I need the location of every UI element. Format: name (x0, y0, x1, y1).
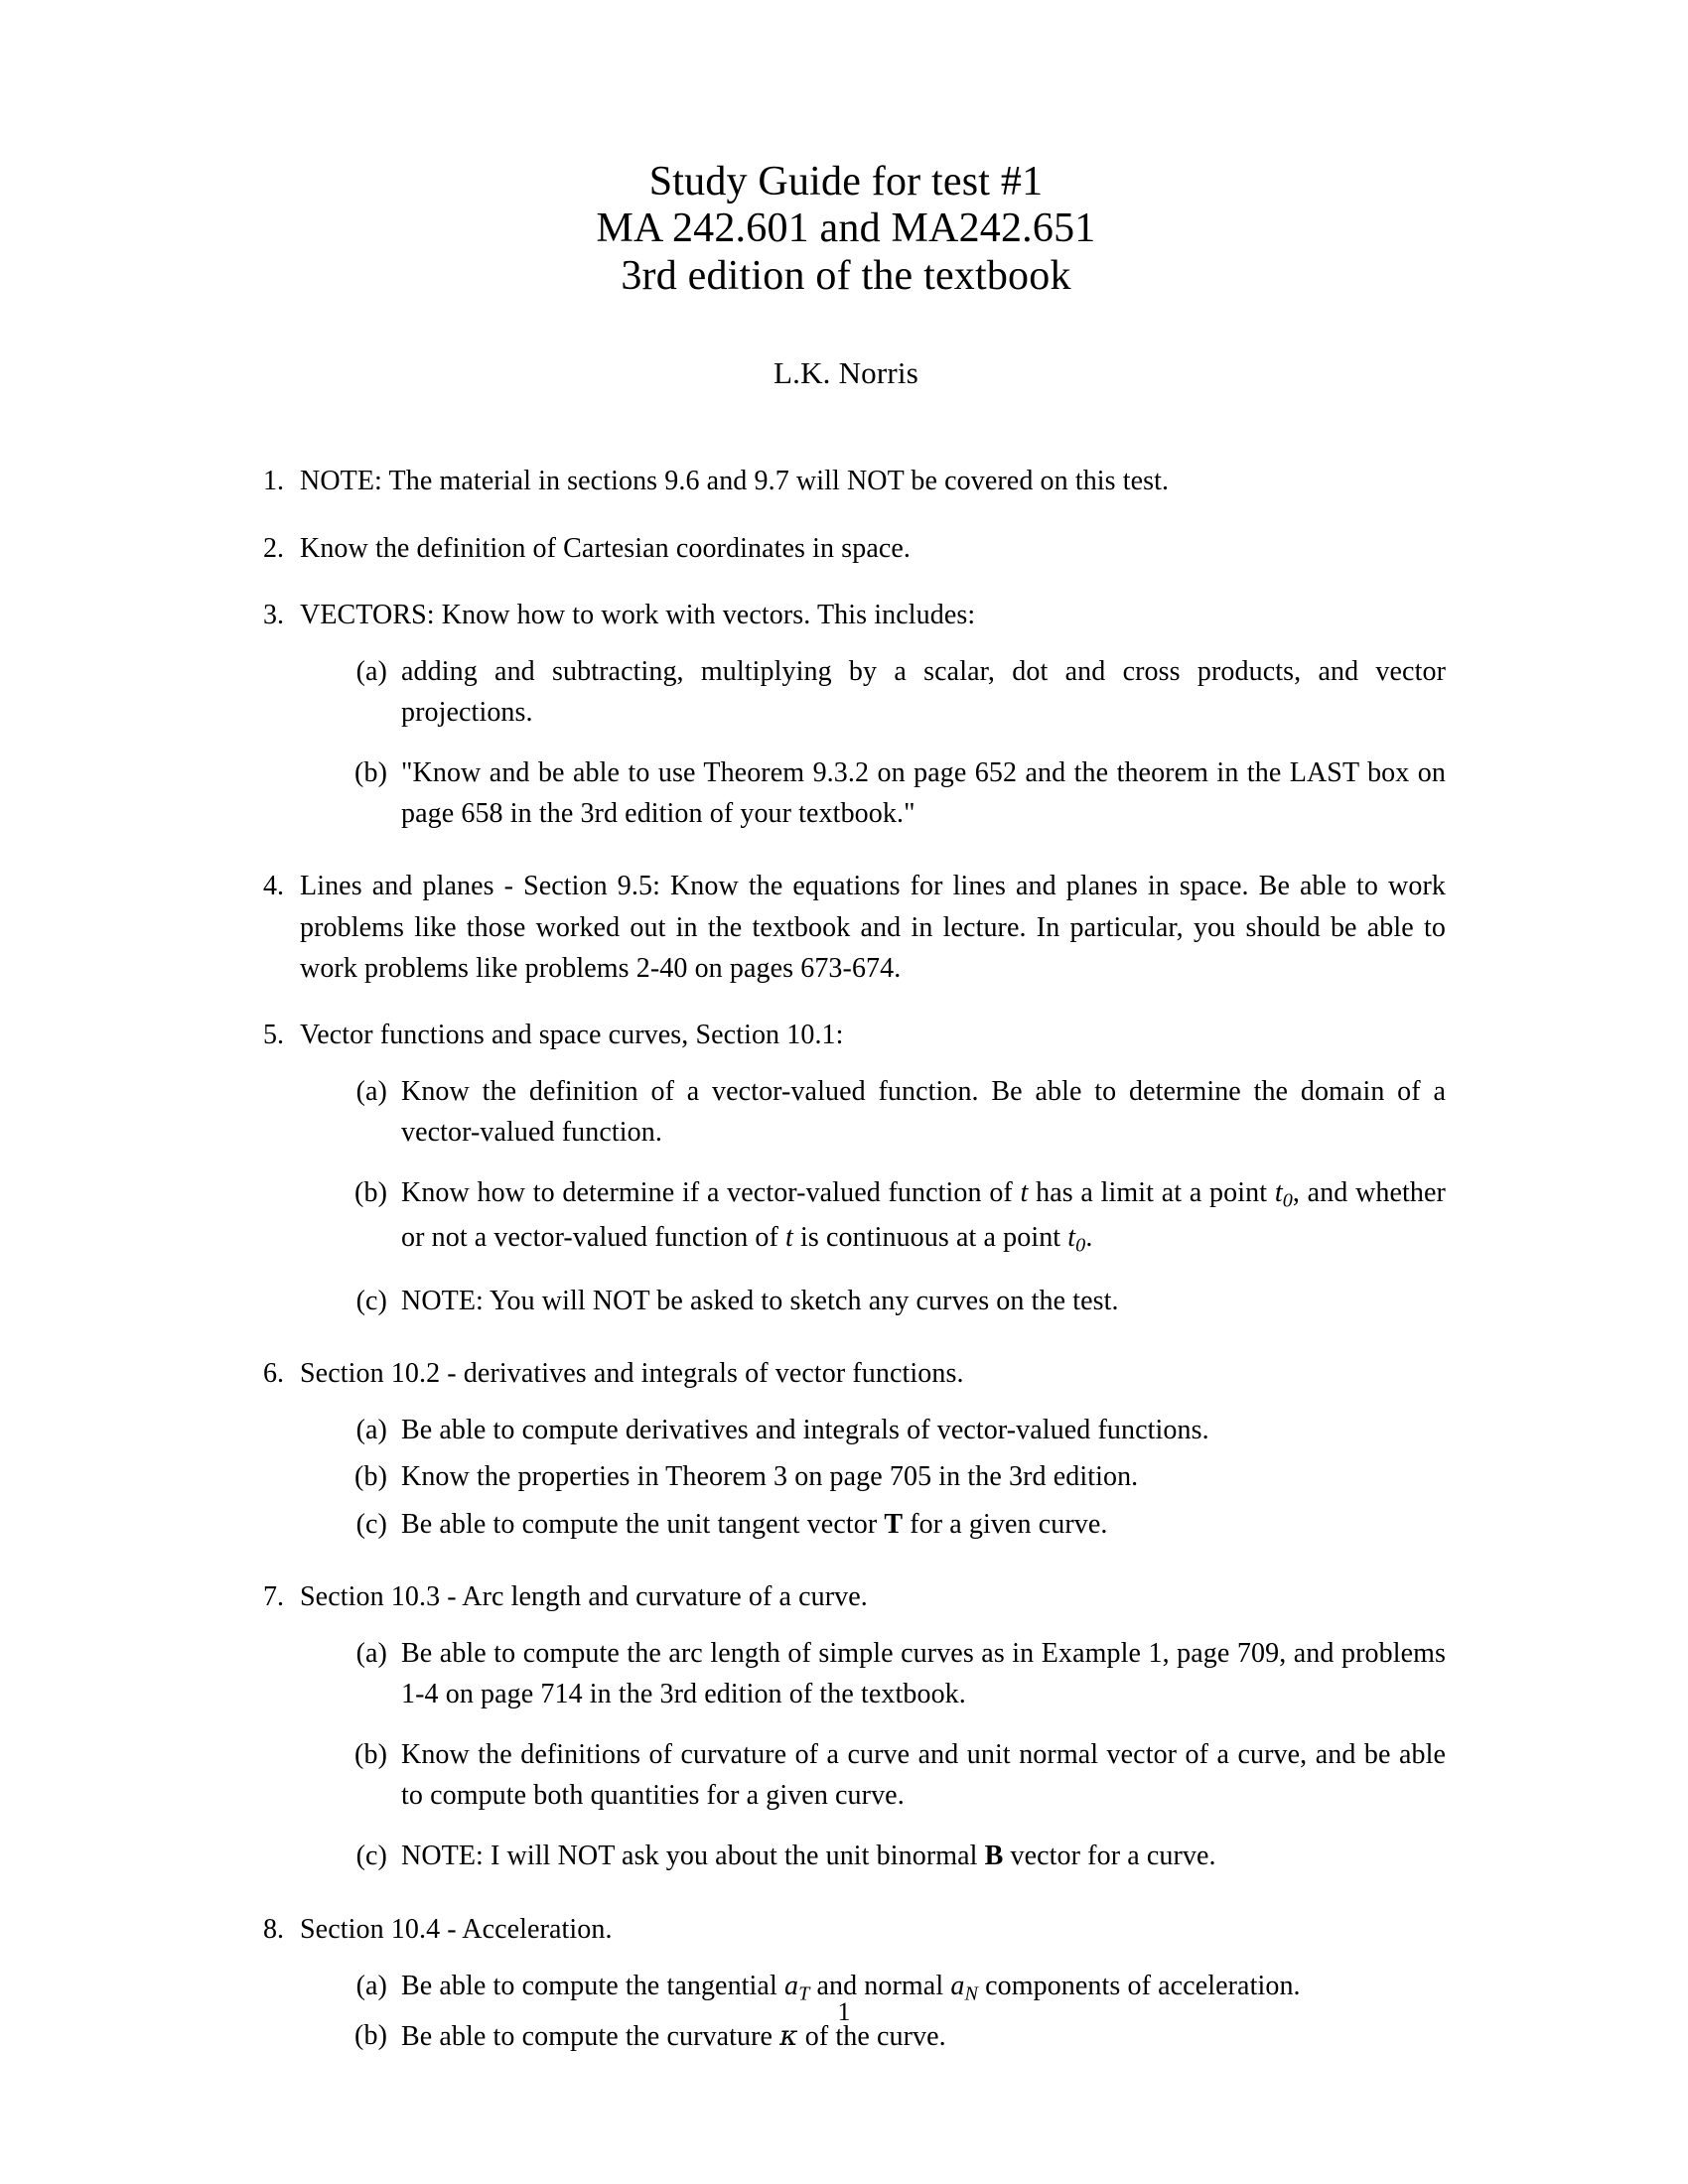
sublist-item (342, 1633, 1446, 1714)
study-guide-list (246, 461, 1446, 2063)
sublist-item-marker: (b) (354, 1461, 387, 1493)
sublist-item-marker: (b) (354, 2020, 387, 2052)
sublist-item-text: Know the properties in Theorem 3 on page 705 in the 3rd edition. (401, 1461, 1139, 1493)
sublist-item-marker: (a) (355, 1637, 387, 1669)
list-item-text: Section 10.3 - Arc length and curvature of a curve. (300, 1580, 868, 1612)
list-item-text: Section 10.4 - Acceleration. (300, 1913, 613, 1945)
list-item-body (300, 1015, 1446, 1327)
document-content (246, 0, 1446, 2089)
list-item-body (300, 595, 1446, 841)
title-line-1: Study Guide for test #1 (648, 159, 1044, 205)
list-item-marker: 8. (263, 1913, 284, 1945)
title-line-2: MA 242.601 and MA242.651 (596, 205, 1096, 252)
sublist-item-text: Be able to compute derivatives and integrals of vector-valued functions. (401, 1415, 1209, 1446)
list-item (246, 595, 1446, 841)
sublist-item (342, 1281, 1446, 1321)
sublist-item (342, 1172, 1446, 1261)
sublist-item-marker: (c) (355, 1841, 387, 1872)
page-number: 1 (837, 1997, 851, 2026)
list-item (246, 528, 1446, 569)
list-item-text: Section 10.2 - derivatives and integrals of vector functions. (300, 1358, 964, 1390)
sublist-item-text: Be able to compute the tangential $a_T$ and normal $a_N$ components of acceleration. (401, 1970, 1301, 2005)
list-item-marker: 4. (263, 871, 284, 902)
title-block (246, 0, 1446, 300)
author-name: L.K. Norris (774, 355, 918, 391)
sublist-item-marker: (a) (355, 1415, 387, 1446)
sublist-item (342, 1456, 1446, 1497)
list-item (246, 1353, 1446, 1551)
list-item-text: NOTE: The material in sections 9.6 and 9.7 will NOT be covered on this test. (300, 466, 1170, 497)
sublist-item (342, 752, 1446, 834)
list-item-text: Know the definition of Cartesian coordinates in space. (300, 532, 912, 564)
list-item (246, 1015, 1446, 1327)
sublist-item-marker: (a) (355, 655, 387, 687)
list-item-marker: 7. (263, 1580, 284, 1612)
sublist-item-text: Be able to compute the unit tangent vector T for a given curve. (401, 1508, 1108, 1540)
sublist (342, 651, 1446, 835)
list-item-marker: 5. (263, 1019, 284, 1050)
sublist-item (342, 1504, 1446, 1545)
list-item-text: VECTORS: Know how to work with vectors. This includes: (300, 599, 976, 630)
list-item-body (300, 1353, 1446, 1551)
sublist-item-text: Be able to compute the curvature κ of the curve. (401, 2019, 946, 2053)
sublist-item-marker: (c) (355, 1508, 387, 1540)
sublist-item (342, 1836, 1446, 1876)
sublist-item-text: Know the definition of a vector-valued function. Be able to determine the domain of a vector-valued function. (401, 1076, 1446, 1149)
sublist-item (342, 1071, 1446, 1153)
list-item (246, 1576, 1446, 1883)
sublist-item-marker: (a) (355, 1970, 387, 2001)
list-item (246, 1909, 1446, 2064)
sublist (342, 1633, 1446, 1877)
sublist-item-marker: (b) (354, 757, 387, 789)
list-item-body (300, 461, 1446, 501)
list-item (246, 866, 1446, 988)
sublist-item-marker: (c) (355, 1285, 387, 1316)
sublist-item-text: Know how to determine if a vector-valued function of t has a limit at a point $t_0$, and whether or not a vector-valued function of t is continuous at a point $t_0$. (401, 1177, 1446, 1257)
list-item-body (300, 1909, 1446, 2064)
list-item (246, 461, 1446, 501)
sublist-item (342, 1734, 1446, 1816)
list-item-body (300, 528, 1446, 569)
sublist-item-text: adding and subtracting, multiplying by a scalar, dot and cross products, and vector projections. (401, 655, 1446, 728)
sublist-item-marker: (a) (355, 1076, 387, 1108)
list-item-marker: 1. (263, 466, 284, 497)
list-item-body (300, 1576, 1446, 1883)
title-line-3: 3rd edition of the textbook (621, 252, 1071, 299)
list-item-marker: 6. (263, 1358, 284, 1390)
list-item-marker: 2. (263, 532, 284, 564)
sublist-item-marker: (b) (354, 1739, 387, 1771)
sublist-item (342, 651, 1446, 733)
sublist-item-text: NOTE: You will NOT be asked to sketch any curves on the test. (401, 1285, 1119, 1316)
list-item-text: Lines and planes - Section 9.5: Know the equations for lines and planes in space. Be able to work problems like those worked out in the textbook and in lecture. In particular, you should be able to work problems like problems 2-40 on pages 673-674. (300, 871, 1446, 984)
list-item-marker: 3. (263, 599, 284, 630)
list-item-body (300, 866, 1446, 988)
sublist (342, 1410, 1446, 1544)
sublist-item-text: "Know and be able to use Theorem 9.3.2 on page 652 and the theorem in the LAST box on page 658 in the 3rd edition of your textbook." (401, 757, 1446, 830)
list-item-text: Vector functions and space curves, Section 10.1: (300, 1019, 844, 1050)
sublist-item-text: Be able to compute the arc length of simple curves as in Example 1, page 709, and problems 1-4 on page 714 in the 3rd edition of the textbook. (401, 1637, 1446, 1710)
sublist-item-marker: (b) (354, 1177, 387, 1209)
sublist-item-text: Know the definitions of curvature of a curve and unit normal vector of a curve, and be able to compute both quantities for a given curve. (401, 1739, 1446, 1812)
sublist-item (342, 1410, 1446, 1450)
sublist (342, 1071, 1446, 1321)
sublist-item-text: NOTE: I will NOT ask you about the unit binormal B vector for a curve. (401, 1841, 1216, 1872)
